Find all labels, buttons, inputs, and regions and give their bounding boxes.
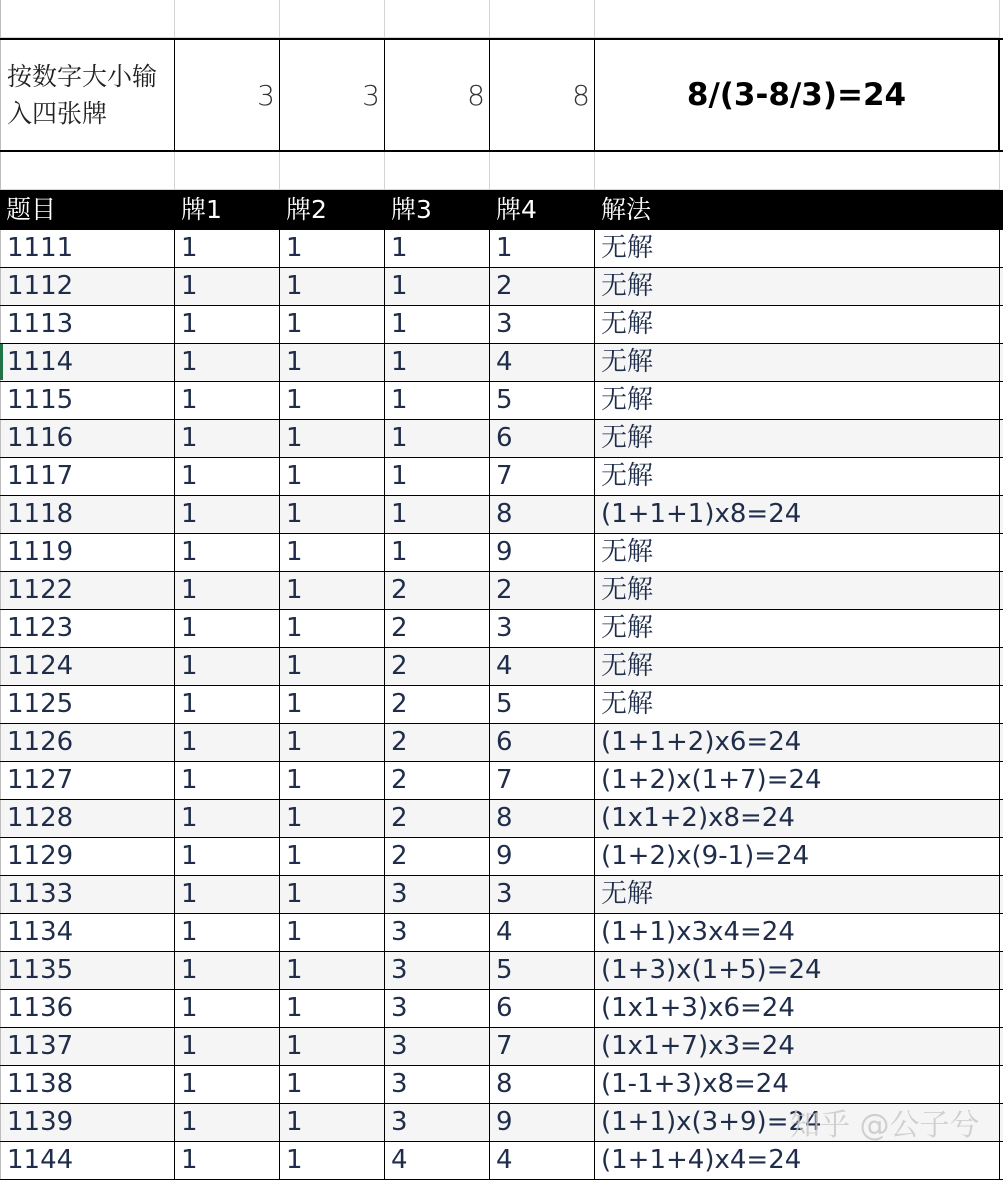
card4-cell[interactable]: 1 [490,230,595,267]
card2-cell[interactable]: 1 [280,1104,385,1141]
card2-cell[interactable]: 1 [280,1066,385,1103]
problem-cell[interactable]: 1126 [0,724,175,761]
card2-cell[interactable]: 1 [280,268,385,305]
table-row [0,648,1003,686]
card3-cell[interactable]: 2 [385,762,490,799]
card4-cell[interactable]: 8 [490,496,595,533]
solution-cell[interactable]: (1+2)x(9-1)=24 [595,838,1000,875]
card1-cell[interactable]: 1 [175,762,280,799]
answer-result: 8/(3-8/3)=24 [595,40,1000,150]
card1-cell[interactable]: 1 [175,952,280,989]
solution-cell[interactable]: 无解 [595,420,1000,457]
table-row [0,724,1003,762]
table-row [0,800,1003,838]
card3-cell[interactable]: 3 [385,876,490,913]
card2-cell[interactable]: 1 [280,496,385,533]
card2-cell[interactable]: 1 [280,458,385,495]
table-row [0,534,1003,572]
card1-cell[interactable]: 1 [175,1104,280,1141]
card1-cell[interactable]: 1 [175,572,280,609]
card2-cell[interactable]: 1 [280,1028,385,1065]
solution-cell[interactable]: (1+1+1)x8=24 [595,496,1000,533]
card3-cell[interactable]: 3 [385,1066,490,1103]
card4-cell[interactable]: 6 [490,990,595,1027]
header-solution: 解法 [601,195,652,224]
solution-cell[interactable]: (1+2)x(1+7)=24 [595,762,1000,799]
card4-cell[interactable]: 3 [490,876,595,913]
solution-cell[interactable]: 无解 [595,344,1000,381]
card3-cell[interactable]: 1 [385,534,490,571]
header-card3: 牌3 [391,195,432,224]
cell[interactable] [490,0,595,38]
table-row [0,914,1003,952]
card3-cell[interactable]: 3 [385,1104,490,1141]
card3-cell[interactable]: 2 [385,838,490,875]
solution-cell[interactable]: (1+3)x(1+5)=24 [595,952,1000,989]
card-input-2[interactable]: 3 [280,40,385,150]
solution-cell[interactable]: 无解 [595,534,1000,571]
card2-cell[interactable]: 1 [280,876,385,913]
card2-cell[interactable]: 1 [280,344,385,381]
card4-cell[interactable]: 7 [490,458,595,495]
card2-cell[interactable]: 1 [280,686,385,723]
card1-cell[interactable]: 1 [175,914,280,951]
card3-cell[interactable]: 1 [385,306,490,343]
cell[interactable] [0,152,175,190]
card4-cell[interactable]: 6 [490,420,595,457]
card3-cell[interactable]: 1 [385,458,490,495]
solution-cell[interactable]: (1+1+2)x6=24 [595,724,1000,761]
card2-cell[interactable]: 1 [280,914,385,951]
card1-cell[interactable]: 1 [175,534,280,571]
card1-cell[interactable]: 1 [175,838,280,875]
card3-cell[interactable]: 3 [385,914,490,951]
card3-cell[interactable]: 2 [385,686,490,723]
card2-cell[interactable]: 1 [280,610,385,647]
card1-cell[interactable]: 1 [175,724,280,761]
problem-cell[interactable]: 1133 [0,876,175,913]
problem-cell[interactable]: 1111 [0,230,175,267]
solution-cell[interactable]: 无解 [595,306,1000,343]
problem-cell[interactable]: 1112 [0,268,175,305]
card2-cell[interactable]: 1 [280,724,385,761]
card1-cell[interactable]: 1 [175,648,280,685]
table-body [0,230,1003,1180]
card3-cell[interactable]: 1 [385,230,490,267]
card1-cell[interactable]: 1 [175,686,280,723]
card1-cell[interactable]: 1 [175,990,280,1027]
solution-cell[interactable]: (1+1)x3x4=24 [595,914,1000,951]
problem-cell[interactable]: 1138 [0,1066,175,1103]
card1-cell[interactable]: 1 [175,230,280,267]
table-row [0,1142,1003,1180]
cell[interactable] [280,152,385,190]
problem-cell[interactable]: 1114 [0,344,175,381]
card1-cell[interactable]: 1 [175,1066,280,1103]
card3-cell[interactable]: 1 [385,420,490,457]
table-row [0,876,1003,914]
cell[interactable] [280,0,385,38]
solution-cell[interactable]: 无解 [595,382,1000,419]
card-input-4[interactable]: 8 [490,40,595,150]
problem-cell[interactable]: 1113 [0,306,175,343]
problem-cell[interactable]: 1134 [0,914,175,951]
cell[interactable] [490,152,595,190]
table-row [0,572,1003,610]
solution-cell[interactable]: (1-1+3)x8=24 [595,1066,1000,1103]
card1-cell[interactable]: 1 [175,306,280,343]
card1-cell[interactable]: 1 [175,420,280,457]
problem-cell[interactable]: 1124 [0,648,175,685]
card2-cell[interactable]: 1 [280,230,385,267]
card3-cell[interactable]: 2 [385,610,490,647]
card2-cell[interactable]: 1 [280,648,385,685]
problem-cell[interactable]: 1125 [0,686,175,723]
table-row [0,420,1003,458]
card2-cell[interactable]: 1 [280,534,385,571]
problem-cell[interactable]: 1116 [0,420,175,457]
header-card1: 牌1 [181,195,222,224]
problem-cell[interactable]: 1123 [0,610,175,647]
card4-cell[interactable]: 6 [490,724,595,761]
problem-cell[interactable]: 1118 [0,496,175,533]
card3-cell[interactable]: 3 [385,952,490,989]
empty-row-1 [0,0,1003,38]
problem-cell[interactable]: 1127 [0,762,175,799]
card3-cell[interactable]: 1 [385,496,490,533]
problem-cell[interactable]: 1136 [0,990,175,1027]
card2-cell[interactable]: 1 [280,1142,385,1179]
card4-cell[interactable]: 2 [490,268,595,305]
card1-cell[interactable]: 1 [175,382,280,419]
card4-cell[interactable]: 4 [490,648,595,685]
problem-cell[interactable]: 1139 [0,1104,175,1141]
cell[interactable] [175,152,280,190]
card4-cell[interactable]: 3 [490,610,595,647]
card4-cell[interactable]: 7 [490,1028,595,1065]
table-row [0,230,1003,268]
card1-cell[interactable]: 1 [175,876,280,913]
card2-cell[interactable]: 1 [280,306,385,343]
table-row [0,1104,1003,1142]
card3-cell[interactable]: 2 [385,648,490,685]
card3-cell[interactable]: 3 [385,990,490,1027]
problem-cell[interactable]: 1119 [0,534,175,571]
solution-cell[interactable]: (1x1+7)x3=24 [595,1028,1000,1065]
cell[interactable] [595,0,1000,38]
solution-cell[interactable]: (1+1)x(3+9)=24 [595,1104,1000,1141]
table-row [0,686,1003,724]
header-card4: 牌4 [496,195,537,224]
card1-cell[interactable]: 1 [175,800,280,837]
card3-cell[interactable]: 2 [385,800,490,837]
card4-cell[interactable]: 7 [490,762,595,799]
card4-cell[interactable]: 4 [490,344,595,381]
solution-cell[interactable]: 无解 [595,648,1000,685]
table-row [0,610,1003,648]
cell[interactable] [385,152,490,190]
table-row [0,952,1003,990]
table-row [0,762,1003,800]
card4-cell[interactable]: 4 [490,1142,595,1179]
problem-cell[interactable]: 1122 [0,572,175,609]
card3-cell[interactable]: 2 [385,572,490,609]
card4-cell[interactable]: 8 [490,1066,595,1103]
cell[interactable] [595,152,1000,190]
card4-cell[interactable]: 2 [490,572,595,609]
table-row [0,268,1003,306]
card2-cell[interactable]: 1 [280,420,385,457]
solution-cell[interactable]: 无解 [595,572,1000,609]
solution-cell[interactable]: 无解 [595,610,1000,647]
card4-cell[interactable]: 8 [490,800,595,837]
card1-cell[interactable]: 1 [175,610,280,647]
solution-cell[interactable]: 无解 [595,230,1000,267]
card4-cell[interactable]: 5 [490,382,595,419]
solution-cell[interactable]: 无解 [595,458,1000,495]
card3-cell[interactable]: 1 [385,382,490,419]
card1-cell[interactable]: 1 [175,458,280,495]
solution-cell[interactable]: (1+1+4)x4=24 [595,1142,1000,1179]
card3-cell[interactable]: 1 [385,344,490,381]
watermark: 知乎 @公子兮 [790,1108,980,1143]
input-label: 按数字大小输入四张牌 [0,40,175,150]
card1-cell[interactable]: 1 [175,1028,280,1065]
problem-cell[interactable]: 1135 [0,952,175,989]
card3-cell[interactable]: 4 [385,1142,490,1179]
table-row [0,1028,1003,1066]
table-row [0,838,1003,876]
solution-cell[interactable]: 无解 [595,876,1000,913]
solution-cell[interactable]: (1x1+3)x6=24 [595,990,1000,1027]
table-row [0,458,1003,496]
card2-cell[interactable]: 1 [280,990,385,1027]
card-input-3[interactable]: 8 [385,40,490,150]
problem-cell[interactable]: 1129 [0,838,175,875]
card4-cell[interactable]: 9 [490,1104,595,1141]
problem-cell[interactable]: 1128 [0,800,175,837]
card3-cell[interactable]: 1 [385,268,490,305]
cell[interactable] [385,0,490,38]
card1-cell[interactable]: 1 [175,1142,280,1179]
empty-row-2 [0,152,1003,190]
selection-indicator [0,344,3,380]
solution-cell[interactable]: 无解 [595,686,1000,723]
card4-cell[interactable]: 9 [490,534,595,571]
card4-cell[interactable]: 5 [490,686,595,723]
card2-cell[interactable]: 1 [280,382,385,419]
card1-cell[interactable]: 1 [175,268,280,305]
problem-cell[interactable]: 1144 [0,1142,175,1179]
table-row [0,496,1003,534]
card3-cell[interactable]: 2 [385,724,490,761]
card2-cell[interactable]: 1 [280,838,385,875]
card4-cell[interactable]: 5 [490,952,595,989]
solution-cell[interactable]: (1x1+2)x8=24 [595,800,1000,837]
card-input-row [0,38,1003,152]
header-card2: 牌2 [286,195,327,224]
card-input-1[interactable]: 3 [175,40,280,150]
table-row [0,344,1003,382]
table-header [0,190,1003,230]
table-row [0,306,1003,344]
table-row [0,1066,1003,1104]
problem-cell[interactable]: 1137 [0,1028,175,1065]
solution-cell[interactable]: 无解 [595,268,1000,305]
card4-cell[interactable]: 3 [490,306,595,343]
card4-cell[interactable]: 9 [490,838,595,875]
card2-cell[interactable]: 1 [280,572,385,609]
card3-cell[interactable]: 3 [385,1028,490,1065]
card4-cell[interactable]: 4 [490,914,595,951]
table-row [0,382,1003,420]
header-problem: 题目 [6,195,57,224]
cell[interactable] [0,0,175,38]
problem-cell[interactable]: 1115 [0,382,175,419]
card2-cell[interactable]: 1 [280,762,385,799]
cell[interactable] [175,0,280,38]
card2-cell[interactable]: 1 [280,952,385,989]
problem-cell[interactable]: 1117 [0,458,175,495]
table-row [0,990,1003,1028]
card2-cell[interactable]: 1 [280,800,385,837]
card1-cell[interactable]: 1 [175,344,280,381]
card1-cell[interactable]: 1 [175,496,280,533]
